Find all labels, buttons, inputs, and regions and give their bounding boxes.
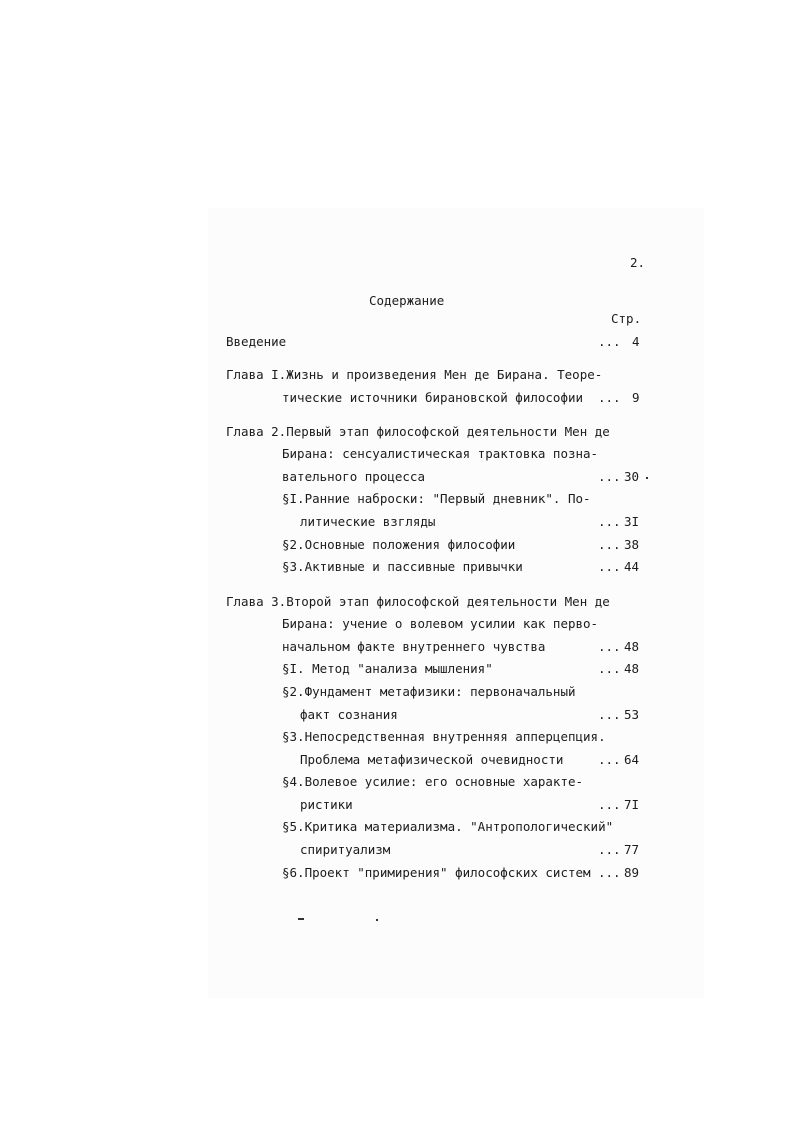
toc-dots: ... (598, 469, 621, 484)
toc-entry-section-2-3: §3.Активные и пассивные привычки (282, 559, 523, 574)
toc-page-number: 38 (624, 537, 640, 552)
toc-entry-section-3-3: §3.Непосредственная внутренняя апперцепция. (282, 729, 606, 744)
scan-speck (646, 477, 648, 479)
toc-dots: ... (598, 559, 621, 574)
toc-dots: ... (598, 661, 621, 676)
toc-entry-chapter-3-cont: Бирана: учение о волевом усилии как перво- (282, 616, 599, 631)
toc-entry-chapter-2: Глава 2.Первый этап философской деятельности Мен де (226, 424, 610, 439)
toc-entry-chapter-3-cont: начальном факте внутреннего чувства (282, 639, 546, 654)
toc-page-number: 3I (624, 514, 640, 529)
toc-entry-intro: Введение (226, 334, 287, 349)
toc-dots: ... (598, 707, 621, 722)
toc-dots: ... (598, 514, 621, 529)
toc-dots: ... (598, 842, 621, 857)
page-number: 2. (630, 255, 646, 270)
toc-page-number: 7I (624, 797, 640, 812)
toc-entry-section-3-5: §5.Критика материализма. "Антропологический" (282, 819, 614, 834)
toc-entry-section-3-1: §I. Метод "анализа мышления" (282, 661, 493, 676)
toc-entry-chapter-1: Глава I.Жизнь и произведения Мен де Бирана. Теоре- (226, 367, 603, 382)
toc-entry-section-3-4: §4.Волевое усилие: его основные характе- (282, 774, 584, 789)
page-column-header: Стр. (611, 311, 642, 326)
toc-dots: ... (598, 537, 621, 552)
toc-page-number: 4 (632, 334, 640, 349)
toc-entry-section-2-1-cont: литические взгляды (300, 514, 436, 529)
toc-page-number: 77 (624, 842, 640, 857)
toc-page-number: 89 (624, 865, 640, 880)
toc-page-number: 64 (624, 752, 640, 767)
toc-entry-chapter-2-cont: вательного процесса (282, 469, 425, 484)
toc-entry-chapter-3: Глава 3.Второй этап философской деятельности Мен де (226, 594, 610, 609)
toc-entry-section-3-2: §2.Фундамент метафизики: первоначальный (282, 684, 576, 699)
toc-entry-section-3-4-cont: ристики (300, 797, 353, 812)
toc-dots: ... (598, 865, 621, 880)
toc-dots: ... (598, 752, 621, 767)
toc-entry-chapter-1-cont: тические источники бирановской философии (282, 390, 584, 405)
toc-page-number: 9 (632, 390, 640, 405)
toc-title: Содержание (369, 293, 445, 308)
toc-dots: ... (598, 334, 621, 349)
toc-page-number: 48 (624, 639, 640, 654)
toc-entry-chapter-2-cont: Бирана: сенсуалистическая трактовка позна- (282, 446, 599, 461)
toc-page-number: 53 (624, 707, 640, 722)
toc-page-number: 30 (624, 469, 640, 484)
toc-entry-section-3-6: §6.Проект "примирения" философских систем (282, 865, 591, 880)
toc-page-number: 44 (624, 559, 640, 574)
toc-dots: ... (598, 390, 621, 405)
toc-dots: ... (598, 797, 621, 812)
toc-entry-section-2-1: §I.Ранние наброски: "Первый дневник". По- (282, 491, 591, 506)
toc-entry-section-3-3-cont: Проблема метафизической очевидности (300, 752, 564, 767)
toc-entry-section-3-2-cont: факт сознания (300, 707, 398, 722)
toc-page-number: 48 (624, 661, 640, 676)
toc-entry-section-2-2: §2.Основные положения философии (282, 537, 516, 552)
toc-entry-section-3-5-cont: спиритуализм (300, 842, 391, 857)
scan-speck (376, 919, 378, 921)
scan-speck (298, 918, 304, 920)
toc-dots: ... (598, 639, 621, 654)
